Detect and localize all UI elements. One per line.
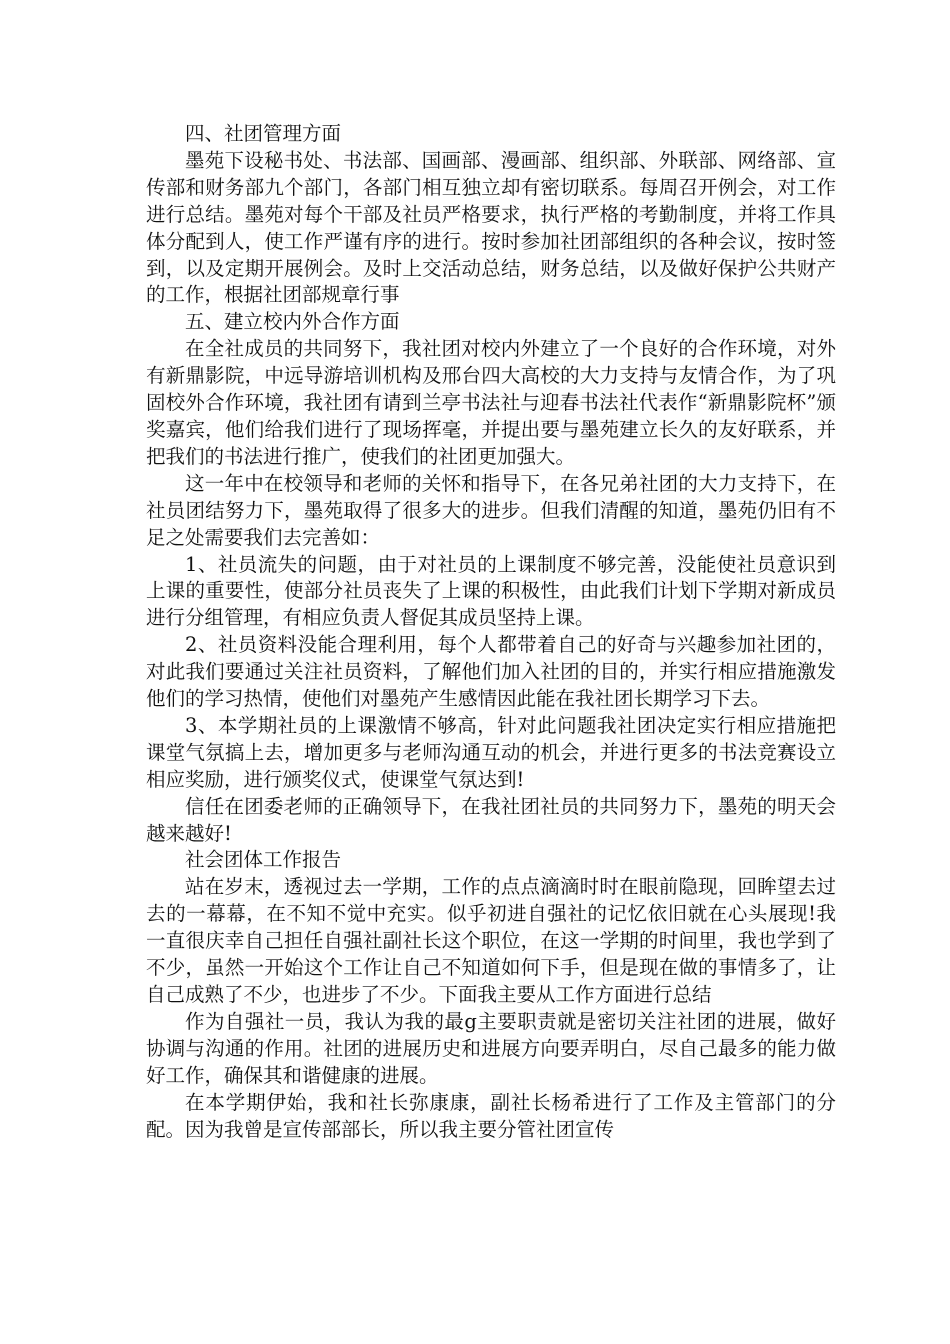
paragraph-cooperation-body: 在全社成员的共同努下，我社团对校内外建立了一个良好的合作环境，对外有新鼎影院，中远导游培训机构及邢台四大高校的大力支持与友情合作，为了巩固校外合作环境，我社团有请到兰亭书法社与迎春书法社代表作“新鼎影院杯”颁奖嘉宾，他们给我们进行了现场挥毫，并提出要与墨苑建立长久的友好联系，并把我们的书法进行推广，使我们的社团更加强大。	[146, 337, 836, 468]
section-heading-management: 四、社团管理方面	[185, 122, 342, 145]
paragraph-closing: 信任在团委老师的正确领导下，在我社团社员的共同努力下，墨苑的明天会越来越好!	[146, 794, 836, 845]
document-page	[146, 121, 836, 1143]
paragraph-progress-summary: 这一年中在校领导和老师的关怀和指导下，在各兄弟社团的大力支持下，在社员团结努力下，墨苑取得了很多大的进步。但我们清醒的知道，墨苑仍旧有不足之处需要我们去完善如：	[146, 471, 836, 549]
paragraph-issue-2: 2、社员资料没能合理利用，每个人都带着自己的好奇与兴趣参加社团的，对此我们要通过关注社员资料，了解他们加入社团的目的，并实行相应措施激发他们的学习热情，使他们对墨苑产生感情因此能在我社团长期学习下去。	[146, 633, 836, 711]
report-title: 社会团体工作报告	[185, 848, 342, 872]
paragraph-report-intro: 站在岁末，透视过去一学期，工作的点点滴滴时时在眼前隐现，回眸望去过去的一幕幕，在不知不觉中充实。似乎初进自强社的记忆依旧就在心头展现!我一直很庆幸自己担任自强社副社长这个职位，在这一学期的时间里，我也学到了不少，虽然一开始这个工作让自己不知道如何下手，但是现在做的事情多了，让自己成熟了不少，也进步了不少。下面我主要从工作方面进行总结	[146, 875, 836, 1006]
paragraph-report-assignment: 在本学期伊始，我和社长弥康康，副社长杨希进行了工作及主管部门的分配。因为我曾是宣传部部长，所以我主要分管社团宣传	[146, 1090, 836, 1141]
paragraph-issue-1: 1、社员流失的问题，由于对社员的上课制度不够完善，没能使社员意识到上课的重要性，使部分社员丧失了上课的积极性，由此我们计划下学期对新成员进行分组管理，有相应负责人督促其成员坚持上课。	[146, 552, 836, 630]
paragraph-issue-3: 3、本学期社员的上课激情不够高，针对此问题我社团决定实行相应措施把课堂气氛搞上去，增加更多与老师沟通互动的机会，并进行更多的书法竞赛设立相应奖励，进行颁奖仪式，使课堂气氛达到!	[146, 713, 836, 791]
section-heading-cooperation: 五、建立校内外合作方面	[185, 310, 400, 334]
paragraph-management-body: 墨苑下设秘书处、书法部、国画部、漫画部、组织部、外联部、网络部、宣传部和财务部九个部门，各部门相互独立却有密切联系。每周召开例会，对工作进行总结。墨苑对每个干部及社员严格要求，执行严格的考勤制度，并将工作具体分配到人，使工作严谨有序的进行。按时参加社团部组织的各种会议，按时签到，以及定期开展例会。及时上交活动总结，财务总结，以及做好保护公共财产的工作，根据社团部规章行事	[146, 148, 836, 307]
paragraph-report-duty: 作为自强社一员，我认为我的最g主要职责就是密切关注社团的进展，做好协调与沟通的作用。社团的进展历史和进展方向要弄明白，尽自己最多的能力做好工作，确保其和谐健康的进展。	[146, 1009, 836, 1087]
